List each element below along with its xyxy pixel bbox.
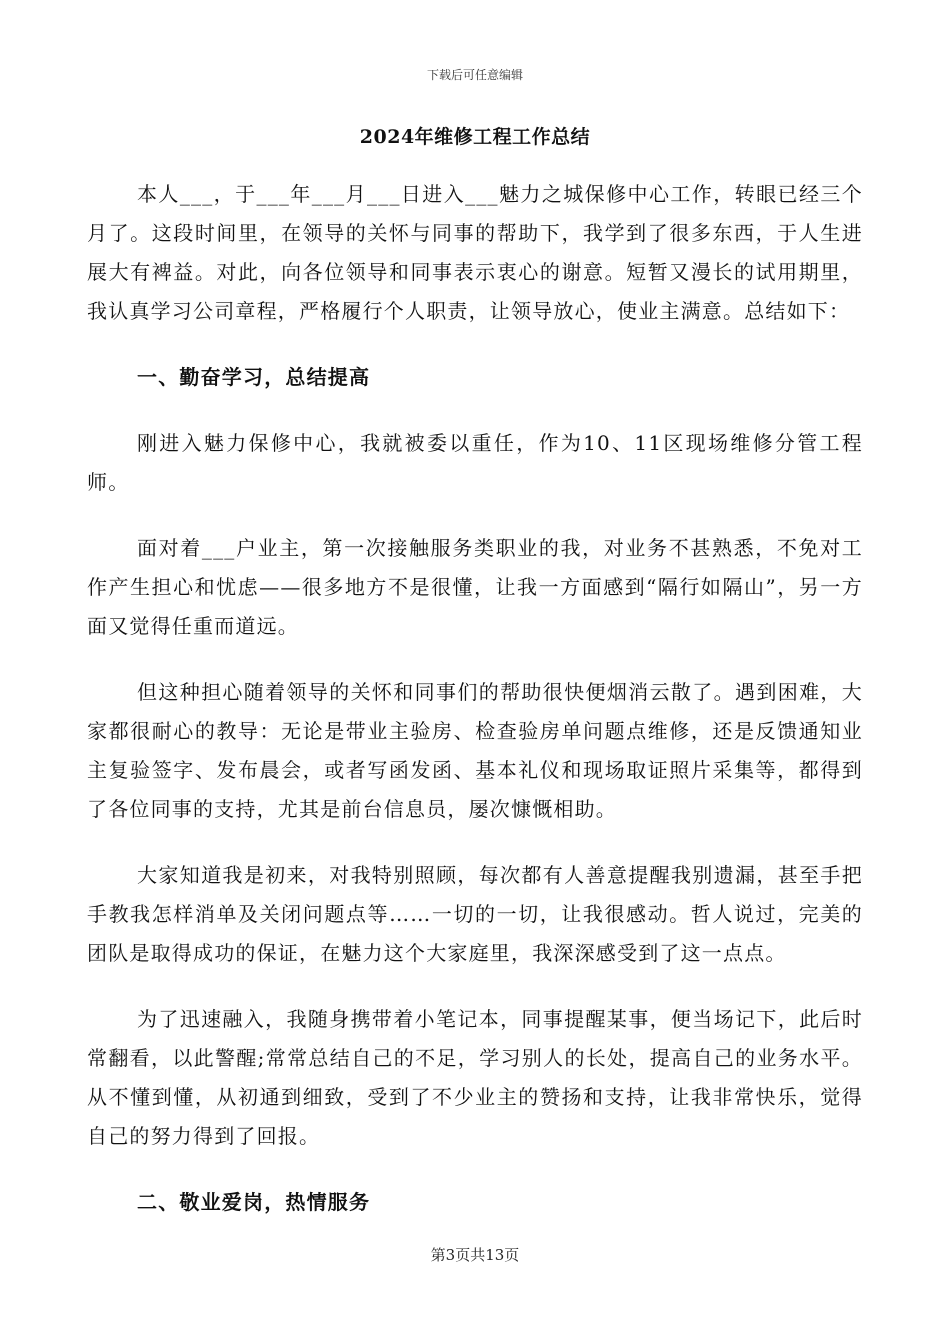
body-paragraph: 刚进入魅力保修中心，我就被委以重任，作为10、11区现场维修分管工程师。: [87, 431, 863, 494]
page-number: 第3页共13页: [430, 1246, 520, 1264]
body-paragraph: 面对着___户业主，第一次接触服务类职业的我，对业务不甚熟悉，不免对工作产生担心和忧虑——很多地方不是很懂，让我一方面感到“隔行如隔山”，另一方面又觉得任重而道远。: [87, 536, 863, 638]
body-paragraph: 大家知道我是初来，对我特别照顾，每次都有人善意提醒我别遗漏，甚至手把手教我怎样消单及关闭问题点等……一切的一切，让我很感动。哲人说过，完美的团队是取得成功的保证，在魅力这个大家庭里，我深深感受到了这一点点。: [87, 863, 863, 965]
document-body: [87, 175, 863, 1249]
body-paragraph: 为了迅速融入，我随身携带着小笔记本，同事提醒某事，便当场记下，此后时常翻看，以此警醒;常常总结自己的不足，学习别人的长处，提高自己的业务水平。从不懂到懂，从初通到细致，受到了不少业主的赞扬和支持，让我非常快乐，觉得自己的努力得到了回报。: [87, 1007, 863, 1148]
section-heading-2: 二、敬业爱岗，热情服务: [137, 1190, 371, 1214]
body-paragraph: 但这种担心随着领导的关怀和同事们的帮助很快便烟消云散了。遇到困难，大家都很耐心的教导：无论是带业主验房、检查验房单问题点维修，还是反馈通知业主复验签字、发布晨会，或者写函发函、基本礼仪和现场取证照片采集等，都得到了各位同事的支持，尤其是前台信息员，屡次慷慨相助。: [87, 680, 863, 821]
page-header: 下载后可任意编辑: [426, 68, 523, 82]
section-heading-1: 一、勤奋学习，总结提高: [137, 365, 371, 389]
document-title: 2024年维修工程工作总结: [359, 126, 591, 148]
intro-paragraph: 本人___，于___年___月___日进入___魅力之城保修中心工作，转眼已经三个月了。这段时间里，在领导的关怀与同事的帮助下，我学到了很多东西，于人生进展大有裨益。对此，向各位领导和同事表示衷心的谢意。短暂又漫长的试用期里，我认真学习公司章程，严格履行个人职责，让领导放心，使业主满意。总结如下：: [87, 182, 863, 323]
